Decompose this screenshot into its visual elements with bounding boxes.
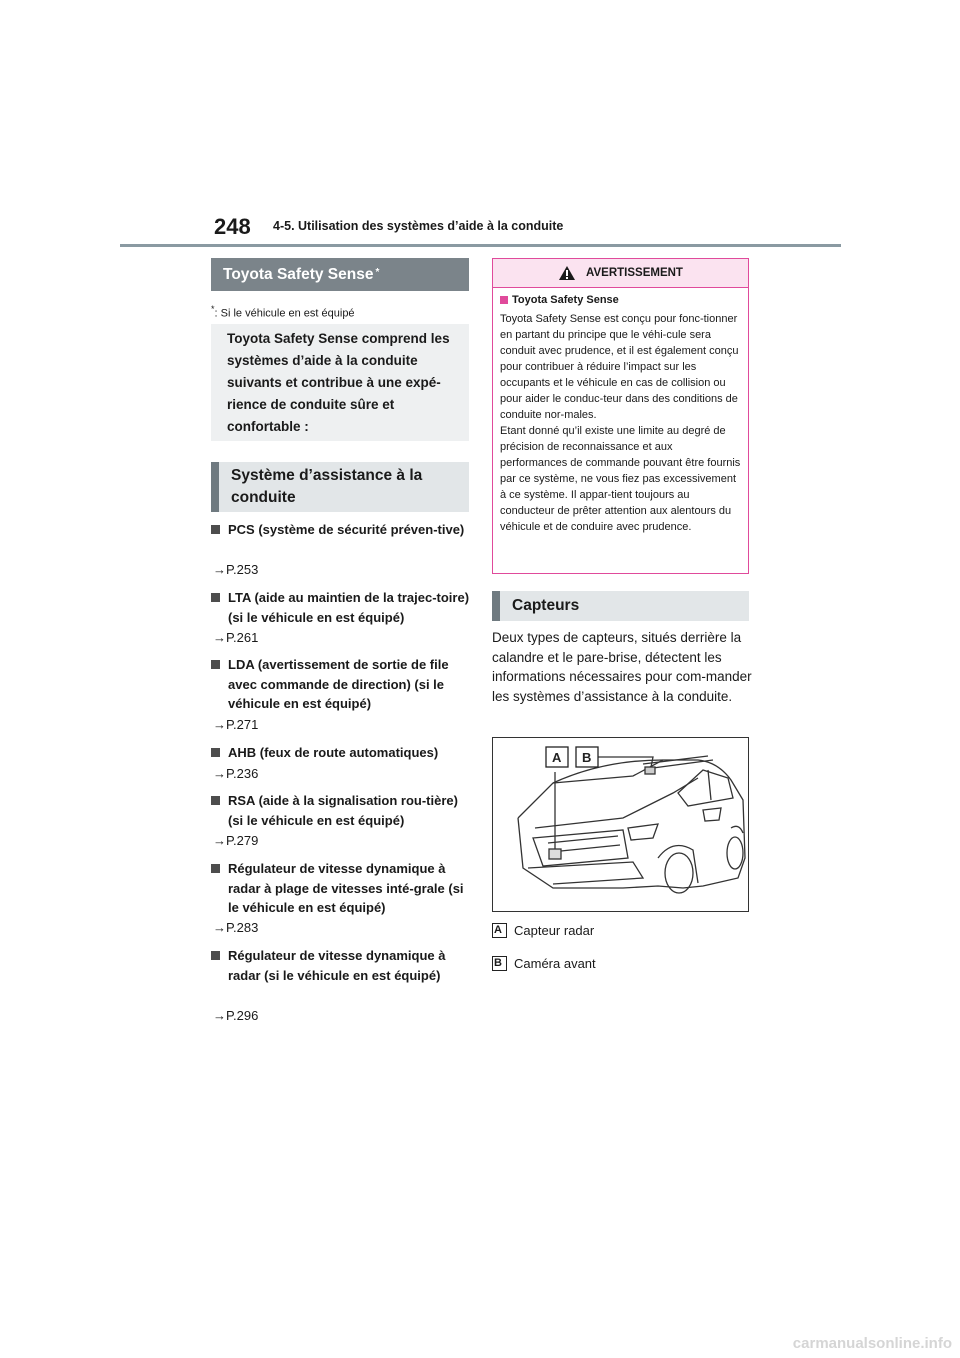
warning-subtitle-text: Toyota Safety Sense	[512, 294, 619, 306]
bullet-square-icon	[211, 864, 220, 873]
legend-row-b	[492, 956, 596, 971]
label-a-box	[546, 747, 568, 767]
warning-box	[492, 258, 749, 574]
page-reference[interactable]: →P.253	[213, 562, 259, 577]
vehicle-sensor-figure	[492, 737, 749, 912]
legend-label: Caméra avant	[514, 956, 596, 971]
warning-paragraph: Etant donné qu’il existe une limite au degré de précision de reconnaissance et aux performances de commande pouvant être fournis par ce système, ne vous fiez pas excessivement à ce système. Il appar-tient toujours au conducteur de prêter attention aux alentours du véhicule et de conduire avec prudence.	[500, 425, 741, 533]
bullet-square-icon	[211, 748, 220, 757]
warning-header	[493, 259, 748, 288]
item-label: RSA (aide à la signalisation rou-tière) (si le véhicule en est équipé)	[228, 793, 458, 828]
page-reference[interactable]: →P.236	[213, 766, 259, 781]
toyota-safety-sense-title	[211, 258, 469, 291]
page-reference[interactable]: →P.279	[213, 833, 259, 848]
item-label: Régulateur de vitesse dynamique à radar à plage de vitesses inté-grale (si le véhicule en est équipé)	[228, 861, 464, 915]
list-item	[211, 946, 471, 985]
watermark: carmanualsonline.info	[792, 1335, 952, 1352]
title-sup: *	[375, 267, 380, 278]
warning-paragraph: Toyota Safety Sense est conçu pour fonc-tionner en partant du principe que le véhi-cule sera conduit avec prudence, et il est également conçu pour contribuer à réduire l’impact sur les occupants et le véhicule en cas de collision ou pour aider le conduc-teur dans des conditions de conduite nor-males.	[500, 313, 739, 421]
section-title: 4-5. Utilisation des systèmes d’aide à la conduite	[273, 219, 564, 233]
list-item	[211, 791, 471, 830]
sensors-title: Capteurs	[492, 591, 749, 621]
footnote-mark: *	[211, 304, 215, 314]
item-label: AHB (feux de route automatiques)	[228, 745, 439, 760]
vehicle-illustration	[493, 738, 748, 911]
sensors-description: Deux types de capteurs, situés derrière la calandre et le pare-brise, détectent les informations nécessaires pour com-mander les systèmes d’assistance à la conduite.	[492, 630, 752, 704]
warning-subtitle	[500, 292, 741, 308]
legend-key: B	[492, 956, 507, 971]
list-item	[211, 588, 471, 627]
page-reference[interactable]: →P.296	[213, 1008, 259, 1023]
title-text: Toyota Safety Sense	[223, 265, 374, 283]
assist-system-subtitle: Système d’assistance à la conduite	[211, 462, 469, 512]
list-item	[211, 859, 471, 918]
legend-label: Capteur radar	[514, 923, 595, 938]
label-b-box	[576, 747, 598, 767]
item-label: LDA (avertissement de sortie de file avec commande de direction) (si le véhicule en est équipé)	[228, 657, 449, 711]
bullet-square-icon	[211, 525, 220, 534]
footnote	[211, 304, 355, 320]
warning-header-text: AVERTISSEMENT	[586, 267, 683, 279]
item-label: Régulateur de vitesse dynamique à radar (si le véhicule en est équipé)	[228, 948, 446, 983]
figure-label-a: A	[552, 750, 562, 765]
header-divider	[120, 244, 841, 247]
bullet-square-icon	[211, 796, 220, 805]
page-number: 248	[214, 214, 251, 239]
item-label: LTA (aide au maintien de la trajec-toire) (si le véhicule en est équipé)	[228, 590, 470, 625]
footnote-text: : Si le véhicule en est équipé	[214, 307, 355, 320]
bullet-square-icon	[500, 296, 508, 304]
list-item	[211, 655, 471, 714]
list-item	[211, 743, 471, 763]
bullet-square-icon	[211, 593, 220, 602]
page-reference[interactable]: →P.261	[213, 630, 259, 645]
page-reference[interactable]: →P.271	[213, 717, 259, 732]
figure-label-b: B	[582, 750, 592, 765]
intro-box: Toyota Safety Sense comprend les systèmes d’aide à la conduite suivants et contribue à une expé-rience de conduite sûre et confortable :	[211, 324, 469, 441]
legend-key: A	[492, 923, 507, 938]
list-item	[211, 520, 471, 540]
bullet-square-icon	[211, 660, 220, 669]
warning-body	[493, 288, 748, 539]
item-label: PCS (système de sécurité préven-tive)	[228, 522, 465, 537]
bullet-square-icon	[211, 951, 220, 960]
legend-row-a	[492, 923, 594, 938]
warning-triangle-icon	[558, 265, 576, 281]
page-reference[interactable]: →P.283	[213, 920, 259, 935]
